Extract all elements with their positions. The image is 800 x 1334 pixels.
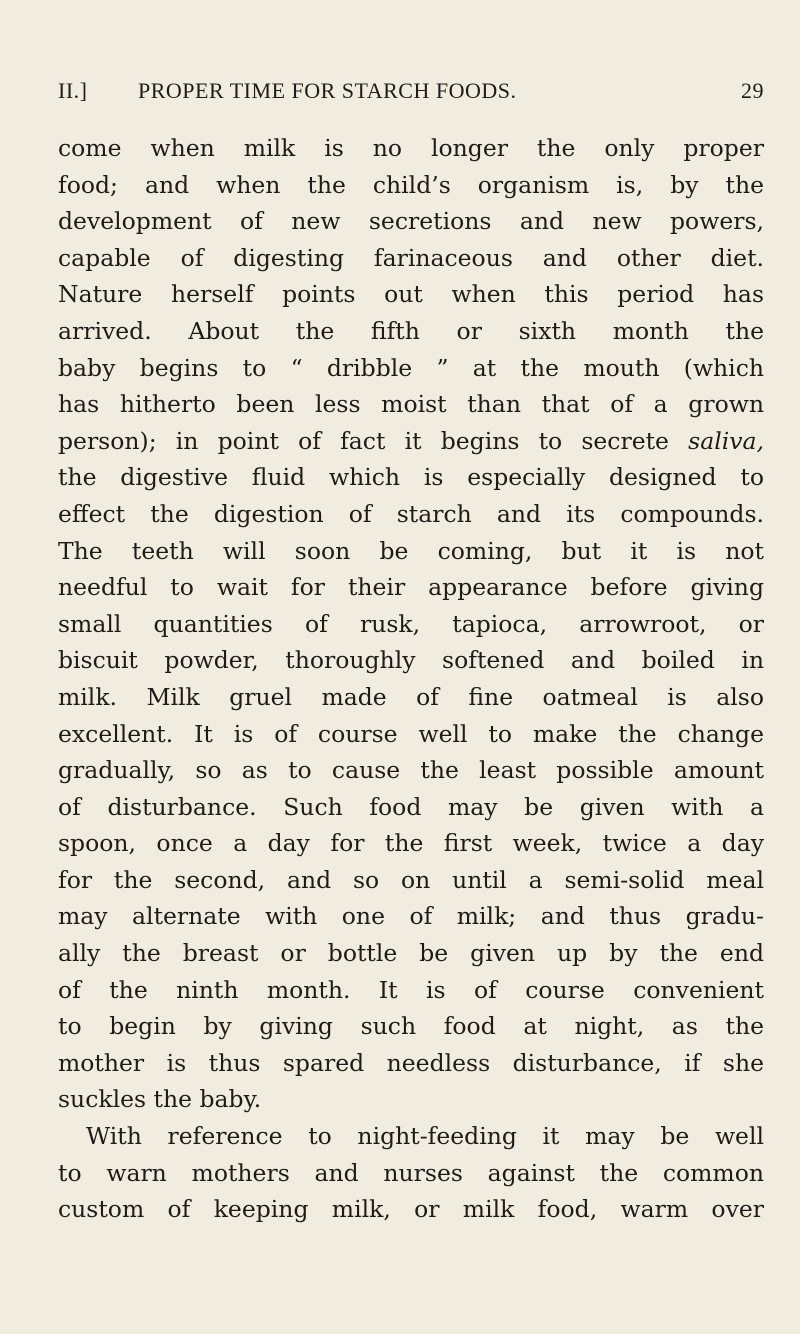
text-line: come when milk is no longer the only proper (58, 134, 764, 162)
text-line: needful to wait for their appearance before giving (58, 573, 764, 602)
text-line: has hitherto been less moist than that of a grown (58, 390, 764, 419)
text-line: development of new secretions and new powers, (58, 207, 764, 236)
text-line: baby begins to “ dribble ” at the mouth (which (58, 353, 764, 382)
running-title: PROPER TIME FOR STARCH FOODS. (138, 78, 517, 103)
text-line: ally the breast or bottle be given up by the end (58, 939, 764, 968)
text-line: Nature herself points out when this period has (58, 280, 764, 309)
text-line: of disturbance. Such food may be given with a (58, 792, 764, 821)
text-line: The teeth will soon be coming, but it is not (58, 536, 764, 565)
body-text (58, 130, 764, 1228)
chapter-number: II.] (58, 78, 88, 103)
text-line: small quantities of rusk, tapioca, arrowroot, or (58, 609, 764, 638)
page-number: 29 (741, 78, 764, 103)
text-line: gradually, so as to cause the least possible amount (58, 756, 764, 785)
text-line: capable of digesting farinaceous and other diet. (58, 243, 764, 272)
text-line: effect the digestion of starch and its compounds. (58, 499, 764, 528)
text-line: arrived. About the fifth or sixth month the (58, 316, 764, 345)
text-line: suckles the baby. (58, 1085, 262, 1114)
text-line: excellent. It is of course well to make the change (58, 719, 764, 748)
text-line: food; and when the child’s organism is, by the (58, 170, 764, 199)
text-line (58, 423, 764, 460)
paragraph-first-line: With reference to night-feeding it may be well (86, 1122, 764, 1151)
text-line: of the ninth month. It is of course convenient (58, 975, 764, 1004)
text-line: spoon, once a day for the first week, twice a day (58, 829, 764, 858)
text-line: custom of keeping milk, or milk food, warm over (58, 1195, 764, 1224)
text-segment: person); in point of fact it begins to secrete (58, 426, 689, 455)
text-line: for the second, and so on until a semi-solid meal (58, 865, 764, 894)
italic-term: saliva, (688, 426, 764, 455)
text-line: to begin by giving such food at night, as the (58, 1012, 764, 1041)
text-line: to warn mothers and nurses against the common (58, 1158, 764, 1187)
running-head (58, 78, 764, 110)
text-line: biscuit powder, thoroughly softened and boiled in (58, 646, 764, 675)
text-line: mother is thus spared needless disturbance, if she (58, 1048, 764, 1077)
text-line: may alternate with one of milk; and thus gradu- (58, 902, 764, 931)
text-line: the digestive fluid which is especially designed to (58, 463, 764, 492)
text-line: milk. Milk gruel made of fine oatmeal is also (58, 682, 764, 711)
